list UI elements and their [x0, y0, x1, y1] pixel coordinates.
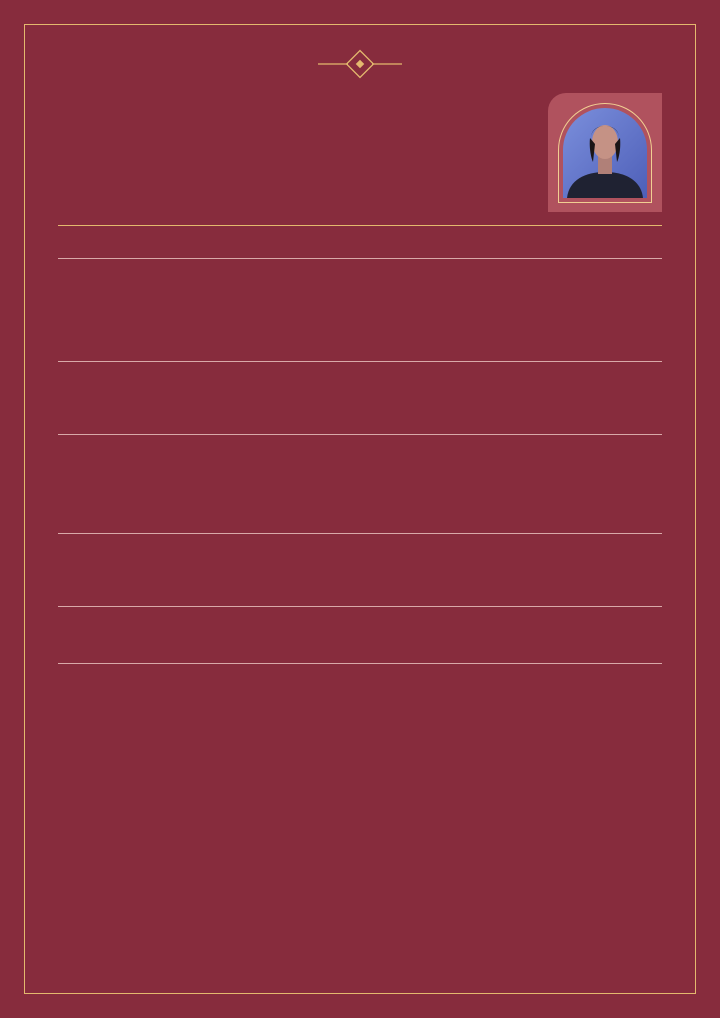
education-career-section — [58, 345, 662, 366]
section-title — [58, 345, 662, 362]
section-title — [58, 517, 662, 534]
section-title — [58, 418, 662, 435]
portrait-photo-icon — [563, 108, 647, 198]
education-career-list — [58, 362, 662, 366]
about-label — [58, 438, 662, 452]
partner-label — [58, 610, 662, 624]
contact-details-list — [58, 664, 662, 668]
about-section — [58, 418, 662, 469]
partner-preferences-section — [58, 590, 662, 625]
section-title — [58, 647, 662, 664]
family-details-section — [58, 517, 662, 538]
interests-label — [58, 454, 662, 468]
family-details-list — [58, 534, 662, 538]
section-title — [58, 590, 662, 607]
contact-details-section — [58, 647, 662, 668]
section-title — [58, 242, 662, 259]
personal-details-section — [58, 242, 662, 263]
personal-details-list — [58, 259, 662, 263]
header-divider — [58, 225, 662, 226]
